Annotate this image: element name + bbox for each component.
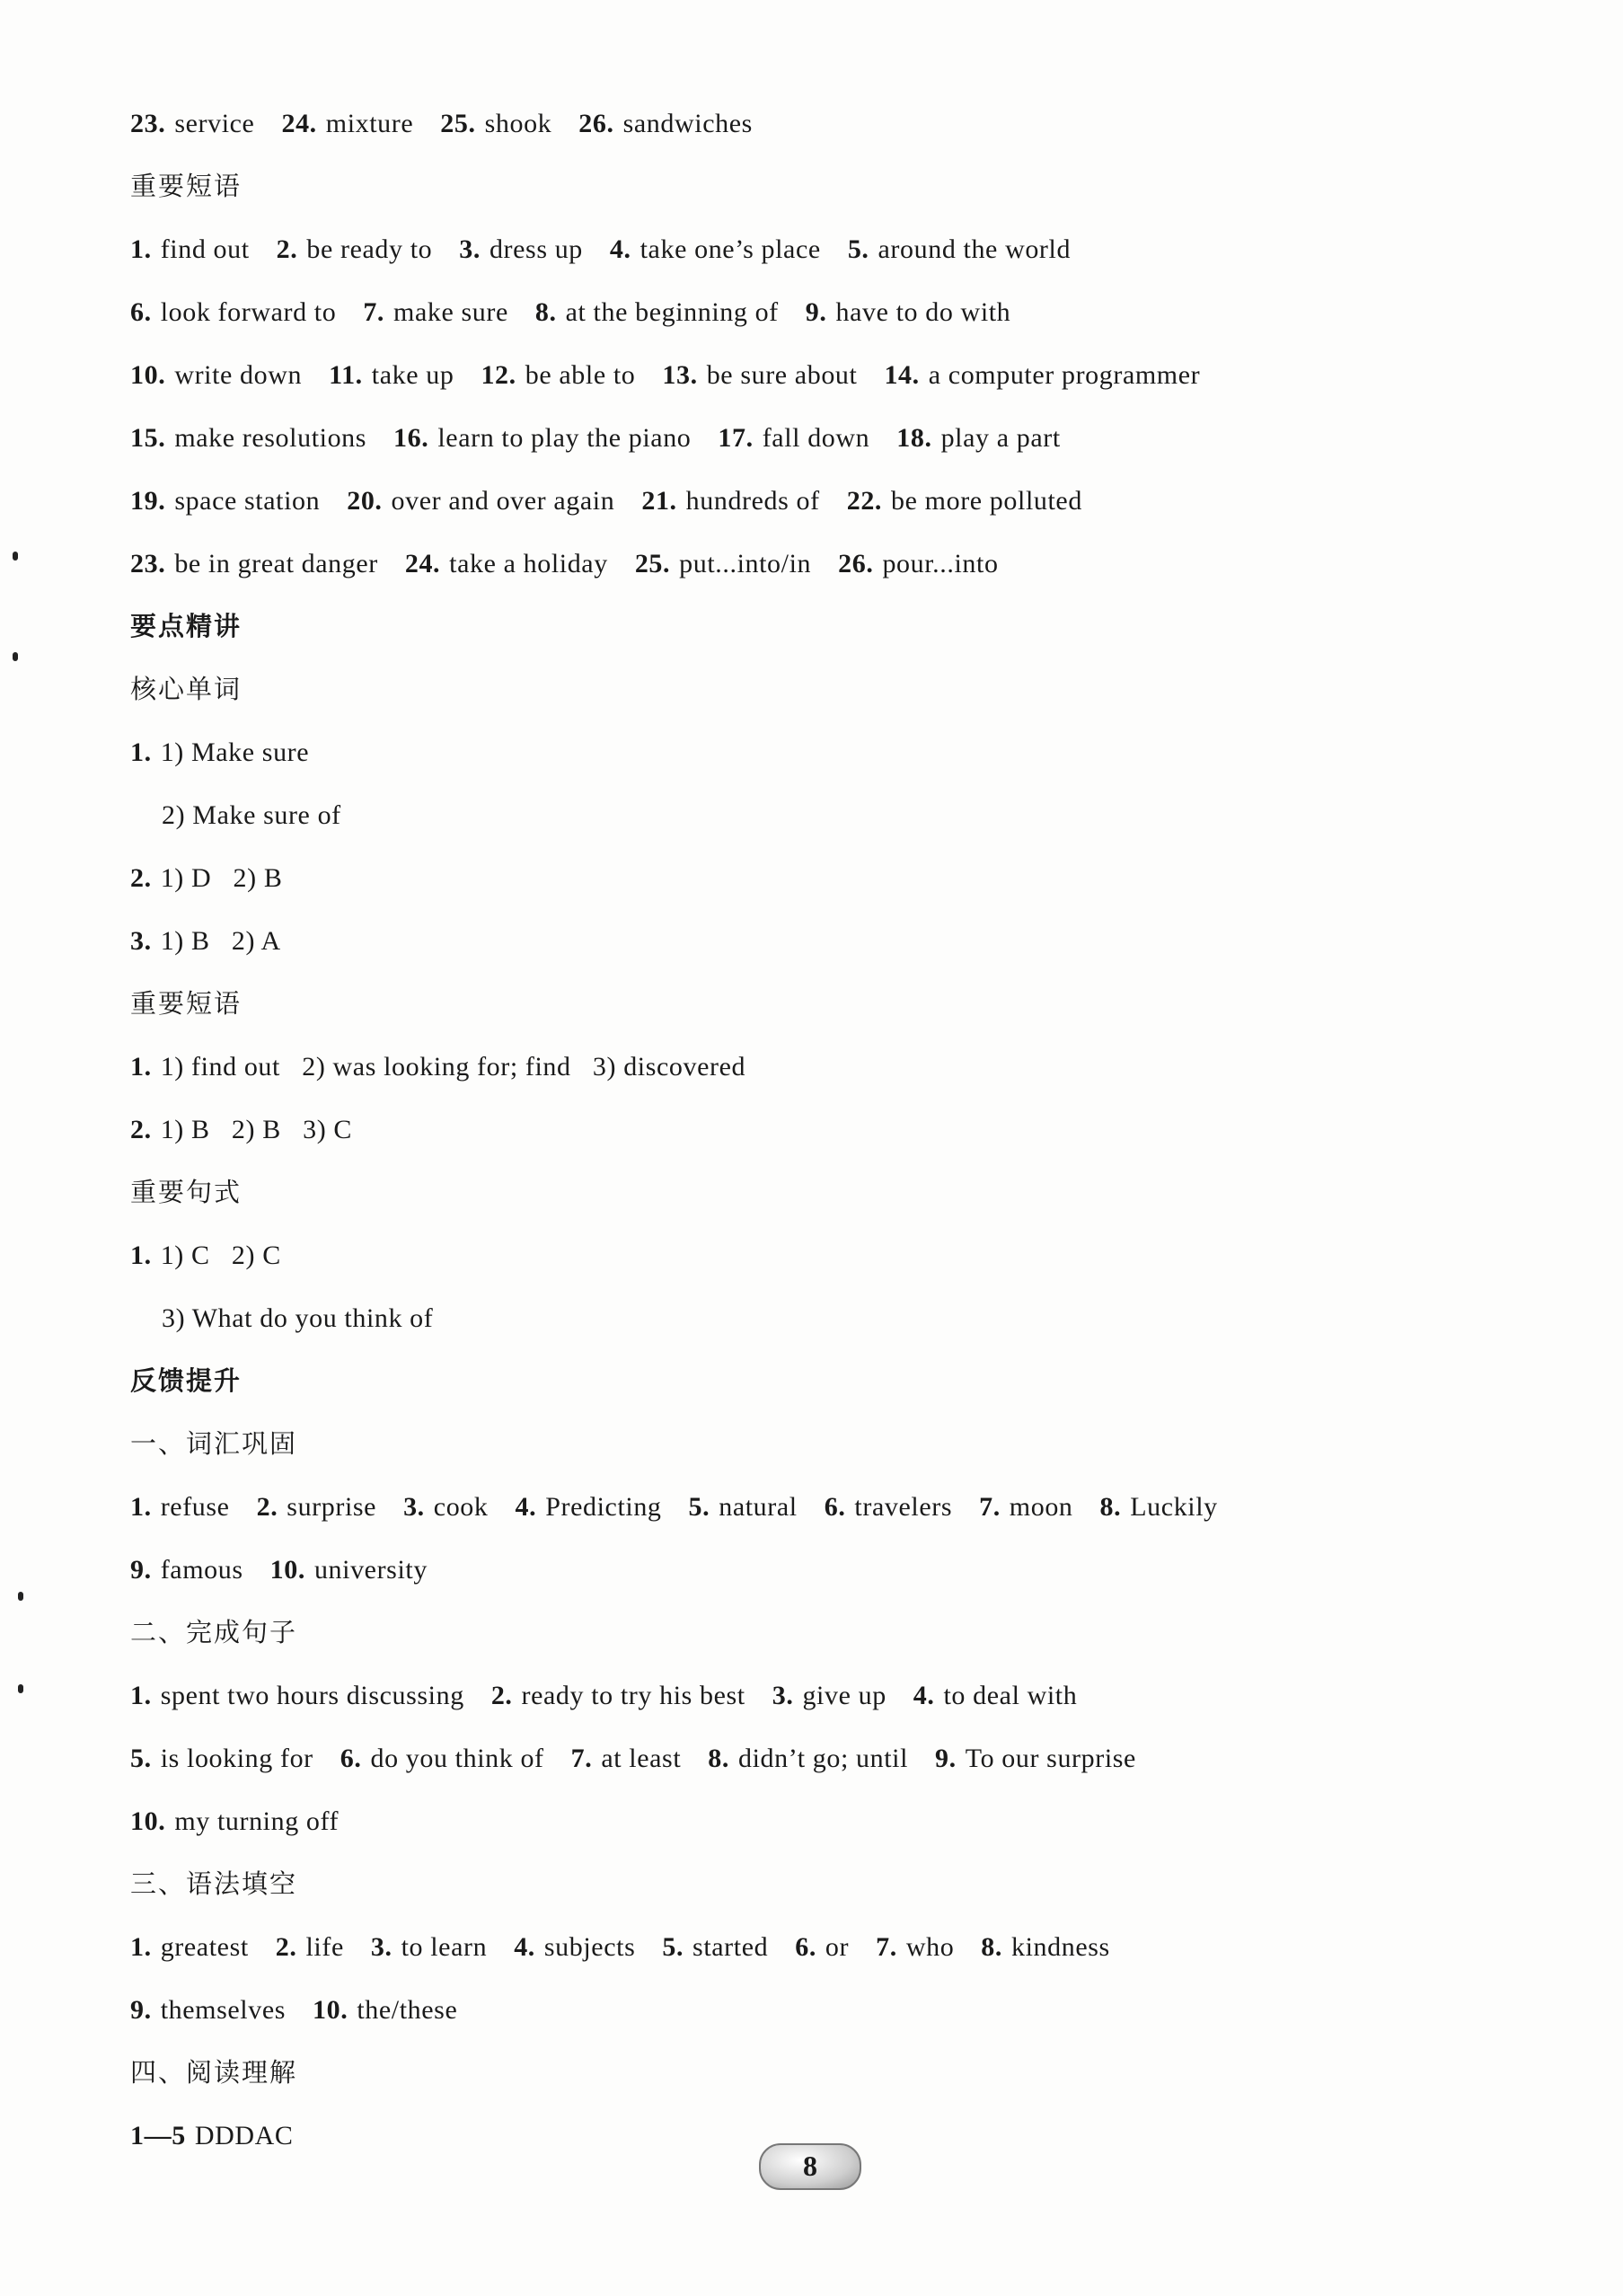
item-answer: find out: [160, 234, 250, 264]
answer-item: [1100, 1492, 1218, 1522]
answer-line: [130, 1107, 1477, 1170]
item-answer: 1) find out 2) was looking for; find 3) discovered: [160, 1052, 746, 1082]
answer-item: [772, 1681, 886, 1710]
item-answer: take one’s place: [639, 234, 821, 264]
answer-item: [535, 297, 779, 327]
answer-line: [130, 1735, 1477, 1798]
section-heading: 核心单词: [130, 676, 243, 704]
answer-item: [281, 109, 413, 138]
item-number: 5.: [662, 1932, 684, 1962]
item-answer: to deal with: [943, 1681, 1078, 1710]
answer-line: [130, 1924, 1477, 1987]
item-answer: look forward to: [160, 297, 337, 327]
answer-item: [610, 234, 821, 264]
answer-line: [130, 1547, 1477, 1610]
answer-item: [329, 360, 454, 390]
item-answer: Luckily: [1130, 1492, 1218, 1522]
answer-item: [130, 1492, 230, 1522]
item-number: 1—5: [130, 2121, 186, 2150]
answer-item: [393, 423, 691, 453]
item-answer: make resolutions: [174, 423, 367, 453]
answer-item: [130, 926, 281, 956]
answer-item: [795, 1932, 849, 1962]
item-answer: 1) C 2) C: [160, 1241, 281, 1270]
answer-item: [130, 109, 254, 138]
item-number: 24.: [404, 549, 441, 578]
item-number: 3.: [130, 926, 152, 956]
item-answer: the/these: [357, 1995, 458, 2025]
item-answer: cook: [433, 1492, 489, 1522]
item-number: 2.: [490, 1681, 513, 1710]
item-number: 6.: [340, 1744, 362, 1773]
answer-item: [130, 737, 309, 767]
section-heading: 重要短语: [130, 172, 243, 201]
answer-item: [876, 1932, 954, 1962]
item-number: 10.: [130, 360, 166, 390]
answer-line: [130, 855, 1477, 918]
item-answer: life: [305, 1932, 344, 1962]
item-answer: famous: [160, 1555, 243, 1585]
item-number: 6.: [130, 297, 152, 327]
answer-item: [130, 549, 378, 578]
item-number: 10.: [130, 1806, 166, 1836]
item-number: 8.: [534, 297, 557, 327]
answer-item: [847, 486, 1082, 516]
item-number: 1.: [130, 1052, 152, 1082]
item-answer: spent two hours discussing: [160, 1681, 464, 1710]
answer-item: [130, 1744, 313, 1773]
answer-item: [935, 1744, 1136, 1773]
answer-item: [825, 1492, 952, 1522]
item-answer: dress up: [489, 234, 583, 264]
item-number: 23.: [130, 109, 166, 138]
answer-subline: 2) Make sure of: [162, 800, 341, 830]
item-answer: take up: [371, 360, 454, 390]
item-answer: refuse: [160, 1492, 230, 1522]
item-number: 1.: [130, 234, 152, 264]
answer-line: [130, 1232, 1477, 1295]
item-number: 1.: [130, 1681, 152, 1710]
answer-line: [130, 415, 1477, 478]
answer-content: [130, 101, 1477, 2176]
item-answer: moon: [1009, 1492, 1073, 1522]
answer-item: [481, 360, 635, 390]
item-answer: service: [174, 109, 255, 138]
margin-mark: [13, 652, 18, 661]
answer-item: [130, 1555, 243, 1585]
item-answer: hundreds of: [685, 486, 820, 516]
answer-item: [405, 549, 608, 578]
item-answer: put...into/in: [679, 549, 812, 578]
answer-item: [848, 234, 1071, 264]
item-number: 16.: [393, 423, 429, 453]
answer-item: [130, 1995, 286, 2025]
answer-item: [347, 486, 614, 516]
answer-line: [130, 729, 1477, 792]
item-number: 1.: [130, 737, 152, 767]
item-answer: who: [905, 1932, 955, 1962]
answer-item: [340, 1744, 544, 1773]
item-answer: Predicting: [545, 1492, 662, 1522]
answer-line: [130, 478, 1477, 541]
item-number: 1.: [130, 1241, 152, 1270]
answer-item: [371, 1932, 487, 1962]
item-number: 20.: [347, 486, 383, 516]
item-answer: travelers: [854, 1492, 953, 1522]
answer-item: [130, 1052, 745, 1082]
item-number: 7.: [363, 297, 385, 327]
section-heading: 重要句式: [130, 1179, 243, 1207]
item-number: 9.: [130, 1555, 152, 1585]
item-answer: greatest: [160, 1932, 249, 1962]
item-answer: be able to: [525, 360, 636, 390]
item-number: 18.: [896, 423, 932, 453]
item-answer: started: [692, 1932, 769, 1962]
item-number: 23.: [130, 549, 166, 578]
answer-line: [130, 1798, 1477, 1861]
answer-item: [130, 234, 250, 264]
item-number: 8.: [981, 1932, 1002, 1962]
item-answer: do you think of: [370, 1744, 544, 1773]
item-number: 15.: [130, 423, 166, 453]
item-number: 25.: [440, 109, 476, 138]
item-answer: fall down: [762, 423, 870, 453]
item-number: 2.: [276, 234, 298, 264]
answer-item: [270, 1555, 428, 1585]
item-answer: make sure: [393, 297, 508, 327]
item-number: 1.: [130, 1932, 152, 1962]
answer-item: [130, 863, 282, 893]
answer-item: [806, 297, 1011, 327]
item-answer: or: [825, 1932, 850, 1962]
answer-line: [130, 1987, 1477, 2050]
answer-item: [896, 423, 1061, 453]
answer-item: [130, 2121, 293, 2150]
item-answer: is looking for: [160, 1744, 313, 1773]
item-answer: take a holiday: [449, 549, 608, 578]
section-heading: 三、语法填空: [130, 1870, 298, 1899]
item-number: 1.: [130, 1492, 152, 1522]
answer-item: [130, 1241, 281, 1270]
item-answer: be in great danger: [174, 549, 378, 578]
item-answer: be sure about: [706, 360, 858, 390]
item-number: 9.: [805, 297, 827, 327]
item-number: 9.: [130, 1995, 152, 2025]
item-number: 26.: [578, 109, 614, 138]
item-answer: be more polluted: [891, 486, 1082, 516]
item-answer: subjects: [543, 1932, 636, 1962]
item-number: 2.: [256, 1492, 278, 1522]
item-number: 17.: [718, 423, 754, 453]
item-answer: ready to try his best: [521, 1681, 745, 1710]
answer-item: [491, 1681, 745, 1710]
item-answer: write down: [174, 360, 303, 390]
answer-item: [689, 1492, 798, 1522]
item-answer: sandwiches: [622, 109, 753, 138]
item-answer: kindness: [1011, 1932, 1110, 1962]
item-answer: surprise: [287, 1492, 377, 1522]
answer-item: [913, 1681, 1078, 1710]
answer-subline: 3) What do you think of: [162, 1303, 434, 1333]
answer-item: [130, 1681, 464, 1710]
item-answer: university: [313, 1555, 428, 1585]
item-number: 3.: [772, 1681, 794, 1710]
answer-item: [276, 1932, 344, 1962]
margin-mark: [13, 552, 18, 561]
item-number: 4.: [609, 234, 631, 264]
item-number: 7.: [570, 1744, 593, 1773]
item-number: 3.: [403, 1492, 425, 1522]
answer-item: [641, 486, 819, 516]
answer-item: [130, 1115, 352, 1144]
item-answer: to learn: [401, 1932, 488, 1962]
item-number: 5.: [130, 1744, 152, 1773]
item-number: 19.: [130, 486, 166, 516]
item-number: 7.: [979, 1492, 1001, 1522]
item-number: 12.: [481, 360, 516, 390]
answer-line: [130, 541, 1477, 604]
answer-item: [838, 549, 998, 578]
answer-line: [130, 352, 1477, 415]
item-answer: at least: [601, 1744, 682, 1773]
answer-item: [662, 1932, 768, 1962]
answer-item: [708, 1744, 908, 1773]
answer-line: [130, 918, 1477, 981]
item-answer: play a part: [940, 423, 1061, 453]
item-answer: 1) Make sure: [160, 737, 310, 767]
item-answer: be ready to: [306, 234, 433, 264]
item-answer: over and over again: [391, 486, 615, 516]
item-number: 6.: [795, 1932, 816, 1962]
item-number: 14.: [884, 360, 920, 390]
item-number: 2.: [130, 863, 152, 893]
item-number: 5.: [688, 1492, 710, 1522]
answer-item: [313, 1995, 457, 2025]
answer-item: [363, 297, 508, 327]
item-answer: pour...into: [882, 549, 999, 578]
item-answer: around the world: [878, 234, 1072, 264]
item-answer: space station: [174, 486, 321, 516]
item-answer: 1) B 2) A: [160, 926, 281, 956]
item-answer: a computer programmer: [928, 360, 1201, 390]
section-heading: 一、词汇巩固: [130, 1430, 298, 1459]
answer-item: [718, 423, 869, 453]
answer-item: [440, 109, 551, 138]
answer-line: [130, 101, 1477, 163]
item-number: 8.: [1099, 1492, 1122, 1522]
item-number: 3.: [370, 1932, 393, 1962]
item-answer: my turning off: [174, 1806, 340, 1836]
item-answer: To our surprise: [965, 1744, 1136, 1773]
section-heading: 四、阅读理解: [130, 2059, 298, 2088]
answer-item: [981, 1932, 1110, 1962]
item-number: 25.: [634, 549, 671, 578]
item-number: 13.: [662, 360, 698, 390]
item-number: 4.: [514, 1932, 535, 1962]
item-number: 3.: [459, 234, 481, 264]
answer-item: [578, 109, 753, 138]
item-answer: natural: [719, 1492, 798, 1522]
section-heading: 二、完成句子: [130, 1619, 298, 1647]
answer-item: [257, 1492, 376, 1522]
item-number: 21.: [641, 486, 677, 516]
answer-item: [130, 1806, 339, 1836]
item-number: 2.: [130, 1115, 152, 1144]
answer-item: [662, 360, 857, 390]
item-answer: didn’t go; until: [737, 1744, 909, 1773]
item-answer: 1) D 2) B: [160, 863, 283, 893]
answer-item: [130, 360, 302, 390]
answer-line: [130, 289, 1477, 352]
answer-line: [130, 1044, 1477, 1107]
item-number: 24.: [281, 109, 317, 138]
answer-line: [130, 1484, 1477, 1547]
section-heading: 重要短语: [130, 990, 243, 1019]
item-number: 4.: [913, 1681, 935, 1710]
answer-item: [277, 234, 433, 264]
item-number: 10.: [313, 1995, 348, 2025]
item-answer: at the beginning of: [565, 297, 779, 327]
item-answer: have to do with: [835, 297, 1011, 327]
item-answer: learn to play the piano: [437, 423, 692, 453]
answer-item: [403, 1492, 488, 1522]
item-number: 11.: [329, 360, 363, 390]
item-answer: themselves: [160, 1995, 287, 2025]
item-number: 26.: [838, 549, 874, 578]
answer-item: [635, 549, 811, 578]
answer-item: [571, 1744, 682, 1773]
answer-item: [516, 1492, 662, 1522]
item-answer: DDDAC: [194, 2121, 294, 2150]
answer-line: [130, 226, 1477, 289]
margin-mark: [18, 1684, 23, 1693]
item-answer: shook: [484, 109, 552, 138]
item-number: 6.: [824, 1492, 846, 1522]
item-number: 22.: [846, 486, 883, 516]
item-number: 2.: [275, 1932, 297, 1962]
section-heading: 要点精讲: [130, 613, 243, 641]
item-number: 4.: [515, 1492, 537, 1522]
margin-mark: [18, 1592, 23, 1601]
item-number: 7.: [876, 1932, 897, 1962]
item-answer: give up: [802, 1681, 886, 1710]
answer-item: [459, 234, 583, 264]
item-answer: mixture: [325, 109, 414, 138]
answer-item: [130, 486, 320, 516]
answer-item: [130, 1932, 249, 1962]
answer-item: [979, 1492, 1072, 1522]
answer-item: [130, 423, 366, 453]
answer-item: [884, 360, 1200, 390]
answer-line: [130, 1673, 1477, 1735]
item-number: 9.: [935, 1744, 957, 1773]
answer-item: [130, 297, 336, 327]
item-answer: 1) B 2) B 3) C: [160, 1115, 353, 1144]
item-number: 5.: [847, 234, 869, 264]
section-heading: 反馈提升: [130, 1367, 243, 1396]
item-number: 8.: [708, 1744, 729, 1773]
answer-item: [514, 1932, 635, 1962]
item-number: 10.: [269, 1555, 305, 1585]
page-number: 8: [759, 2143, 861, 2190]
